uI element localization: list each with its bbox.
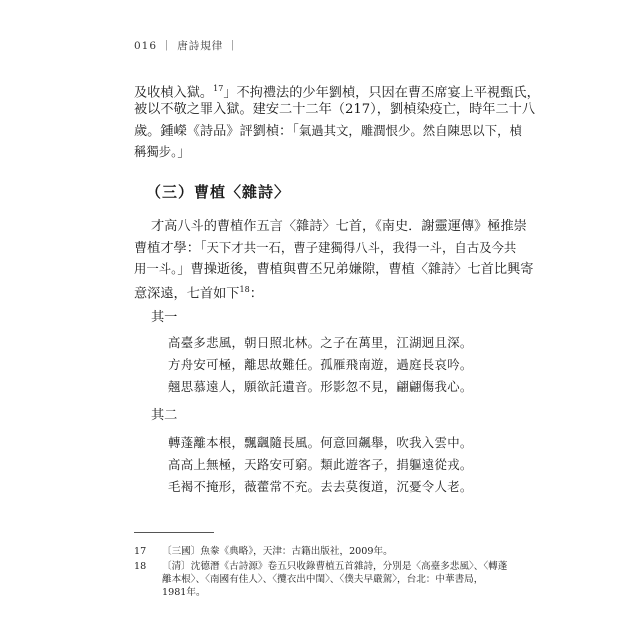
footnote-ref: 17 xyxy=(213,84,224,93)
quotation: 用一斗。 xyxy=(134,261,178,276)
paragraph-line xyxy=(134,279,506,304)
footnote-text: 離本根〉、〈南國有佳人〉、〈攬衣出中閨〉、〈僕夫早嚴駕〉，台北：中華書局， xyxy=(162,574,484,585)
text-run: 意深遠，七首如下 xyxy=(134,286,240,302)
section-heading: （三）曹植〈雜詩〉 xyxy=(146,183,291,201)
poem-heading: 其一 xyxy=(151,310,178,325)
quotation: 稱獨步。 xyxy=(134,144,178,159)
text-run: 歲。鍾嶸《詩品》評劉楨：「 xyxy=(134,124,299,139)
paragraph-line: 被以不敬之罪入獄。建安二十二年（217），劉楨染疫亡，時年二十八 xyxy=(134,102,536,117)
quotation: 氣過其文，雕潤恨少。然自陳思以下，楨 xyxy=(298,123,522,138)
text-run: 曹植才學：「 xyxy=(134,241,207,256)
poem-line: 高高上無極，天路安可窮。類此遊客子，捐軀遠從戎。 xyxy=(168,457,473,472)
footnote-divider xyxy=(134,532,214,533)
poem-line: 方舟安可極，離思故難任。孤雁飛南遊，過庭長哀吟。 xyxy=(168,357,473,372)
paragraph-line xyxy=(134,120,522,142)
footnote-ref: 18 xyxy=(239,285,250,294)
paragraph-line xyxy=(134,141,506,163)
paragraph-line xyxy=(134,258,534,280)
poem-line: 毛褐不掩形，薇藿常不充。去去莫復道，沉憂令人老。 xyxy=(168,479,473,494)
poem-line: 轉蓬離本根，飄颻隨長風。何意回飆舉，吹我入雲中。 xyxy=(168,435,473,450)
text-run: 」曹操逝後，曹植與曹丕兄弟嫌隙，曹植〈雜詩〉七首比興寄 xyxy=(177,262,534,277)
poem-heading: 其二 xyxy=(151,408,178,423)
footnote-text: 1981年。 xyxy=(162,587,206,598)
paragraph-line: 才高八斗的曹植作五言〈雜詩〉七首，《南史．謝靈運傳》極推崇 xyxy=(151,219,527,234)
paragraph-line xyxy=(134,237,517,259)
poem-line: 翹思慕遠人，願欲託遺音。形影忽不見，翩翩傷我心。 xyxy=(168,379,473,394)
text-run: ： xyxy=(249,286,263,302)
text-run: 」 xyxy=(177,145,191,160)
quotation: 天下才共一石，曹子建獨得八斗，我得一斗，自古及今共 xyxy=(206,240,517,255)
text-run: 」不拘禮法的少年劉楨，只因在曹丕席宴上平視甄氏， xyxy=(223,85,540,101)
footnote-text: 〔三國〕魚豢《典略》，天津：古籍出版社，2009年。 xyxy=(162,546,393,557)
footnote-number: 17 xyxy=(134,546,147,557)
poem-line: 高臺多悲風，朝日照北林。之子在萬里，江湖迥且深。 xyxy=(168,335,473,350)
running-header: 016 ｜ 唐詩規律 ｜ xyxy=(134,40,240,52)
footnote-text: 〔清〕沈德潛《古詩源》卷五只收錄曹植五首雜詩，分別是〈高臺多悲風〉、〈轉蓬 xyxy=(162,561,508,572)
text-run: 及收楨入獄。 xyxy=(134,85,214,101)
footnote-number: 18 xyxy=(134,561,147,572)
